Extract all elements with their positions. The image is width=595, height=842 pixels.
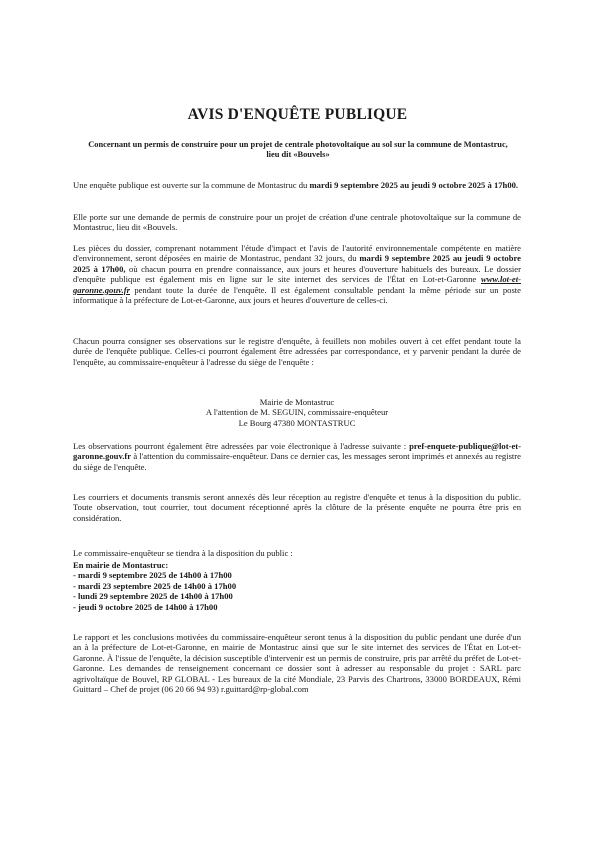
- dossier-text-2: où chacun pourra en prendre connaissance, aux jours et heures d'ouverture habituels des bureaux. Le dossier d'enquête publique est également mis en ligne sur le site internet des services de l'État en Lot-et-Garonne: [73, 263, 521, 285]
- permanence-item: - lundi 29 septembre 2025 de 14h00 à 17h00: [73, 591, 233, 602]
- paragraph-opening: [73, 180, 521, 190]
- dossier-dates: mardi 9 septembre 2025 au jeudi 9 octobre 2025 à 17h00,: [73, 253, 521, 274]
- permanence-item: - mardi 23 septembre 2025 de 14h00 à 17h00: [73, 580, 237, 591]
- email-text-2: à l'attention du commissaire-enquêteur. Dans ce dernier cas, les messages seront imprimés et annexés au registre du siège de l'enquête.: [73, 451, 521, 472]
- paragraph-dossier: [73, 243, 521, 305]
- address-line-3: Le Bourg 47380 MONTASTRUC: [238, 417, 356, 428]
- subtitle: Concernant un permis de construire pour un projet de centrale photovoltaïque au sol sur la commune de Montastruc, lieu dit «Bouvels»: [88, 140, 508, 159]
- address-line-1: Mairie de Montastruc: [259, 397, 335, 407]
- permanences-list: [73, 560, 521, 612]
- opening-dates: mardi 9 septembre 2025 au jeudi 9 octobre 2025 à 17h00.: [309, 180, 519, 190]
- email-address-link[interactable]: pref-enquete-publique@lot-et-garonne.gouv.fr: [73, 441, 521, 462]
- permanences-heading: En mairie de Montastruc:: [73, 560, 169, 570]
- permanence-item: - mardi 9 septembre 2025 de 14h00 à 17h00: [73, 570, 232, 581]
- permanence-item: - jeudi 9 octobre 2025 de 14h00 à 17h00: [73, 601, 218, 612]
- prefecture-website-link[interactable]: www.lot-et-garonne.gouv.fr: [73, 274, 521, 295]
- email-text-1: Les observations pourront également être adressées par voie électronique à l'adresse suivante :: [73, 441, 410, 451]
- page-title: AVIS D'ENQUÊTE PUBLIQUE: [187, 106, 408, 123]
- paragraph-subject: Elle porte sur une demande de permis de construire pour un projet de création d'une centrale photovoltaïque sur la commune de Montastruc, lieu dit «Bouvels.: [73, 212, 521, 233]
- dossier-text-3: pendant toute la durée de l'enquête. Il est également consultable pendant la même période sur un poste informatique à la préfecture de Lot-et-Garonne, aux jours et heures d'ouverture de celles-ci.: [73, 284, 521, 306]
- opening-text: Une enquête publique est ouverte sur la commune de Montastruc du: [73, 180, 310, 190]
- paragraph-email: [73, 441, 521, 472]
- paragraph-courriers: Les courriers et documents transmis seront annexés dès leur réception au registre d'enquête et tenus à la disposition du public. Toute observation, tout courrier, tout document réceptionné après la clôture de la présente enquête ne pourra être pris en considération.: [73, 492, 521, 523]
- address-line-2: A l'attention de M. SEGUIN, commissaire-enquêteur: [205, 407, 389, 418]
- paragraph-permanences-intro: Le commissaire-enquêteur se tiendra à la disposition du public :: [73, 548, 293, 558]
- dossier-text-1: Les pièces du dossier, comprenant notamment l'étude d'impact et l'avis de l'autorité environnementale compétente en matière d'environnement, seront déposées en mairie de Montastruc, pendant 32 jours, du: [73, 243, 521, 264]
- paragraph-observations: Chacun pourra consigner ses observations sur le registre d'enquête, à feuillets non mobiles ouvert à cet effet pendant toute la durée de l'enquête publique. Celles-ci pourront également être adressées par correspondance, et y parvenir pendant la durée de l'enquête, au commissaire-enquêteur à l'adresse du siège de l'enquête :: [73, 336, 521, 367]
- address-block: [73, 397, 521, 428]
- paragraph-rapport: Le rapport et les conclusions motivées du commissaire-enquêteur seront tenus à la disposition du public pendant une durée d'un an à la préfecture de Lot-et-Garonne, en mairie de Montastruc ainsi que sur le site internet des services de l'État en Lot-et-Garonne. À l'issue de l'enquête, la décision susceptible d'intervenir est un permis de construire, pris par arrêté du préfet de Lot-et-Garonne. Les demandes de renseignement concernant ce dossier sont à adresser au responsable du projet : SARL parc agrivoltaïque de Bouvel, RP GLOBAL - Les bureaux de la cité Mondiale, 23 Parvis des Chartrons, 33000 BORDEAUX, Rémi Guittard – Chef de projet (06 20 66 94 93) r.guittard@rp-global.com: [73, 632, 521, 695]
